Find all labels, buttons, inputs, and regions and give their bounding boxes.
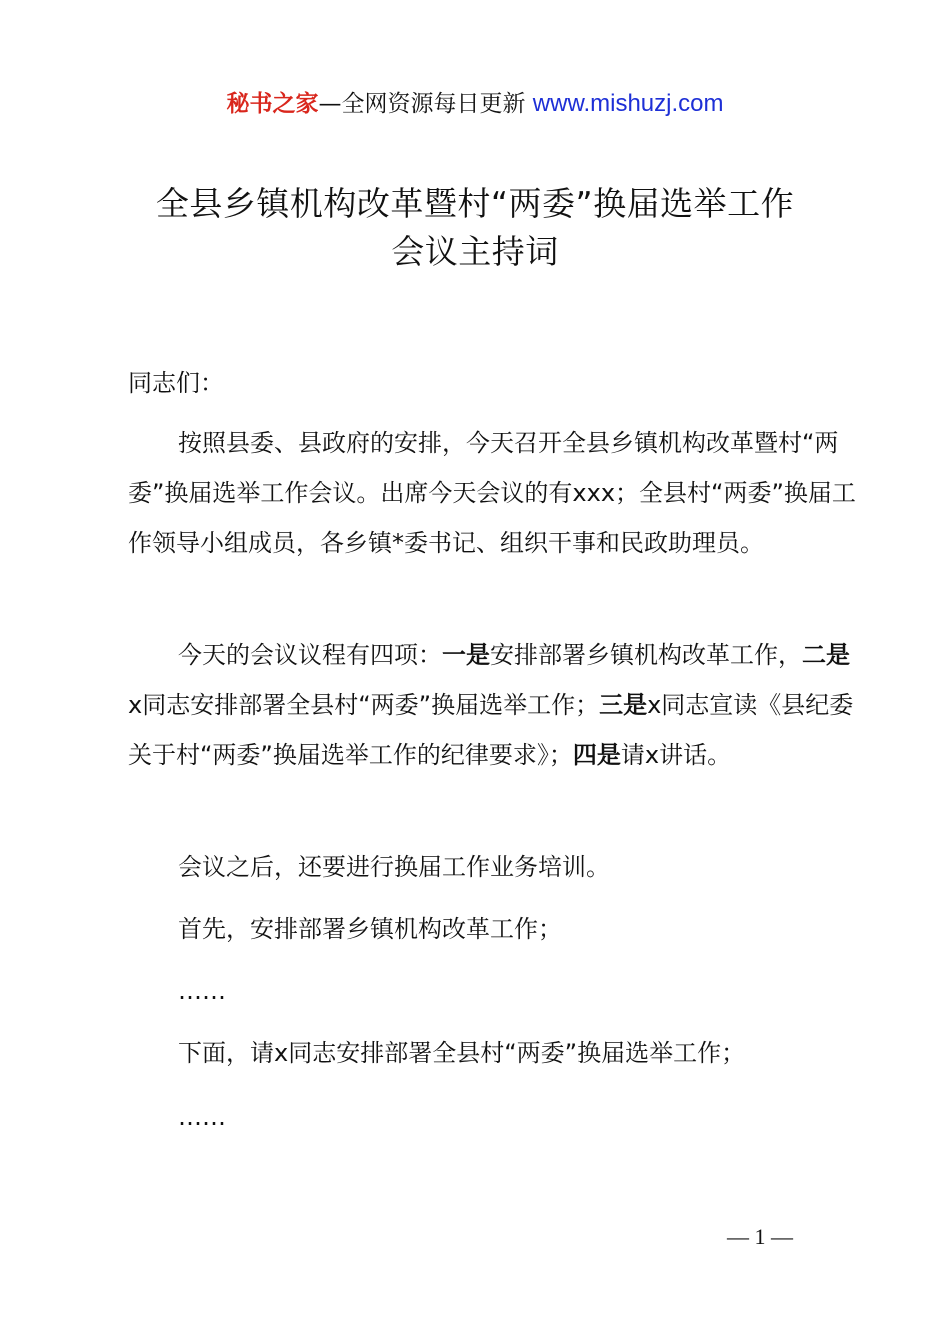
site-header xyxy=(0,88,950,120)
site-url[interactable]: www.mishuzj.com xyxy=(532,90,724,117)
title-line-2: 会议主持词 xyxy=(391,232,559,271)
agenda-item-1-label: 一是 xyxy=(442,641,490,669)
document-title xyxy=(0,180,950,276)
agenda-item-1-text: 安排部署乡镇机构改革工作， xyxy=(490,641,802,669)
site-brand: 秘书之家 xyxy=(226,91,319,117)
agenda-item-4-label: 四是 xyxy=(572,741,621,769)
salutation: 同志们： xyxy=(128,369,224,397)
paragraph-agenda xyxy=(128,630,858,780)
ellipsis-1: …… xyxy=(178,977,226,1005)
agenda-item-3-text: x同志宣读《县纪委关于村“两委”换届选举工作的纪律要求》； xyxy=(128,691,854,769)
agenda-item-4-text: 请x讲话。 xyxy=(620,741,732,769)
ellipsis-2: …… xyxy=(178,1103,226,1131)
paragraph-training: 会议之后，还要进行换届工作业务培训。 xyxy=(178,853,610,881)
paragraph-next-item: 下面，请x同志安排部署全县村“两委”换届选举工作； xyxy=(178,1039,746,1067)
agenda-item-3-label: 三是 xyxy=(599,691,648,719)
paragraph-attendees: 按照县委、县政府的安排，今天召开全县乡镇机构改革暨村“两委”换届选举工作会议。出席今天会议的有xxx；全县村“两委”换届工作领导小组成员，各乡镇*委书记、组织干事和民政助理员。 xyxy=(128,429,856,557)
title-line-1: 全县乡镇机构改革暨村“两委”换届选举工作 xyxy=(155,184,795,223)
agenda-item-2-text: x同志安排部署全县村“两委”换届选举工作； xyxy=(128,691,600,719)
site-tagline: —全网资源每日更新 xyxy=(318,91,533,117)
agenda-intro: 今天的会议议程有四项： xyxy=(178,641,442,669)
agenda-item-2-label: 二是 xyxy=(802,641,850,669)
paragraph-first-item: 首先，安排部署乡镇机构改革工作； xyxy=(178,915,562,943)
page-number: — 1 — xyxy=(727,1224,793,1249)
